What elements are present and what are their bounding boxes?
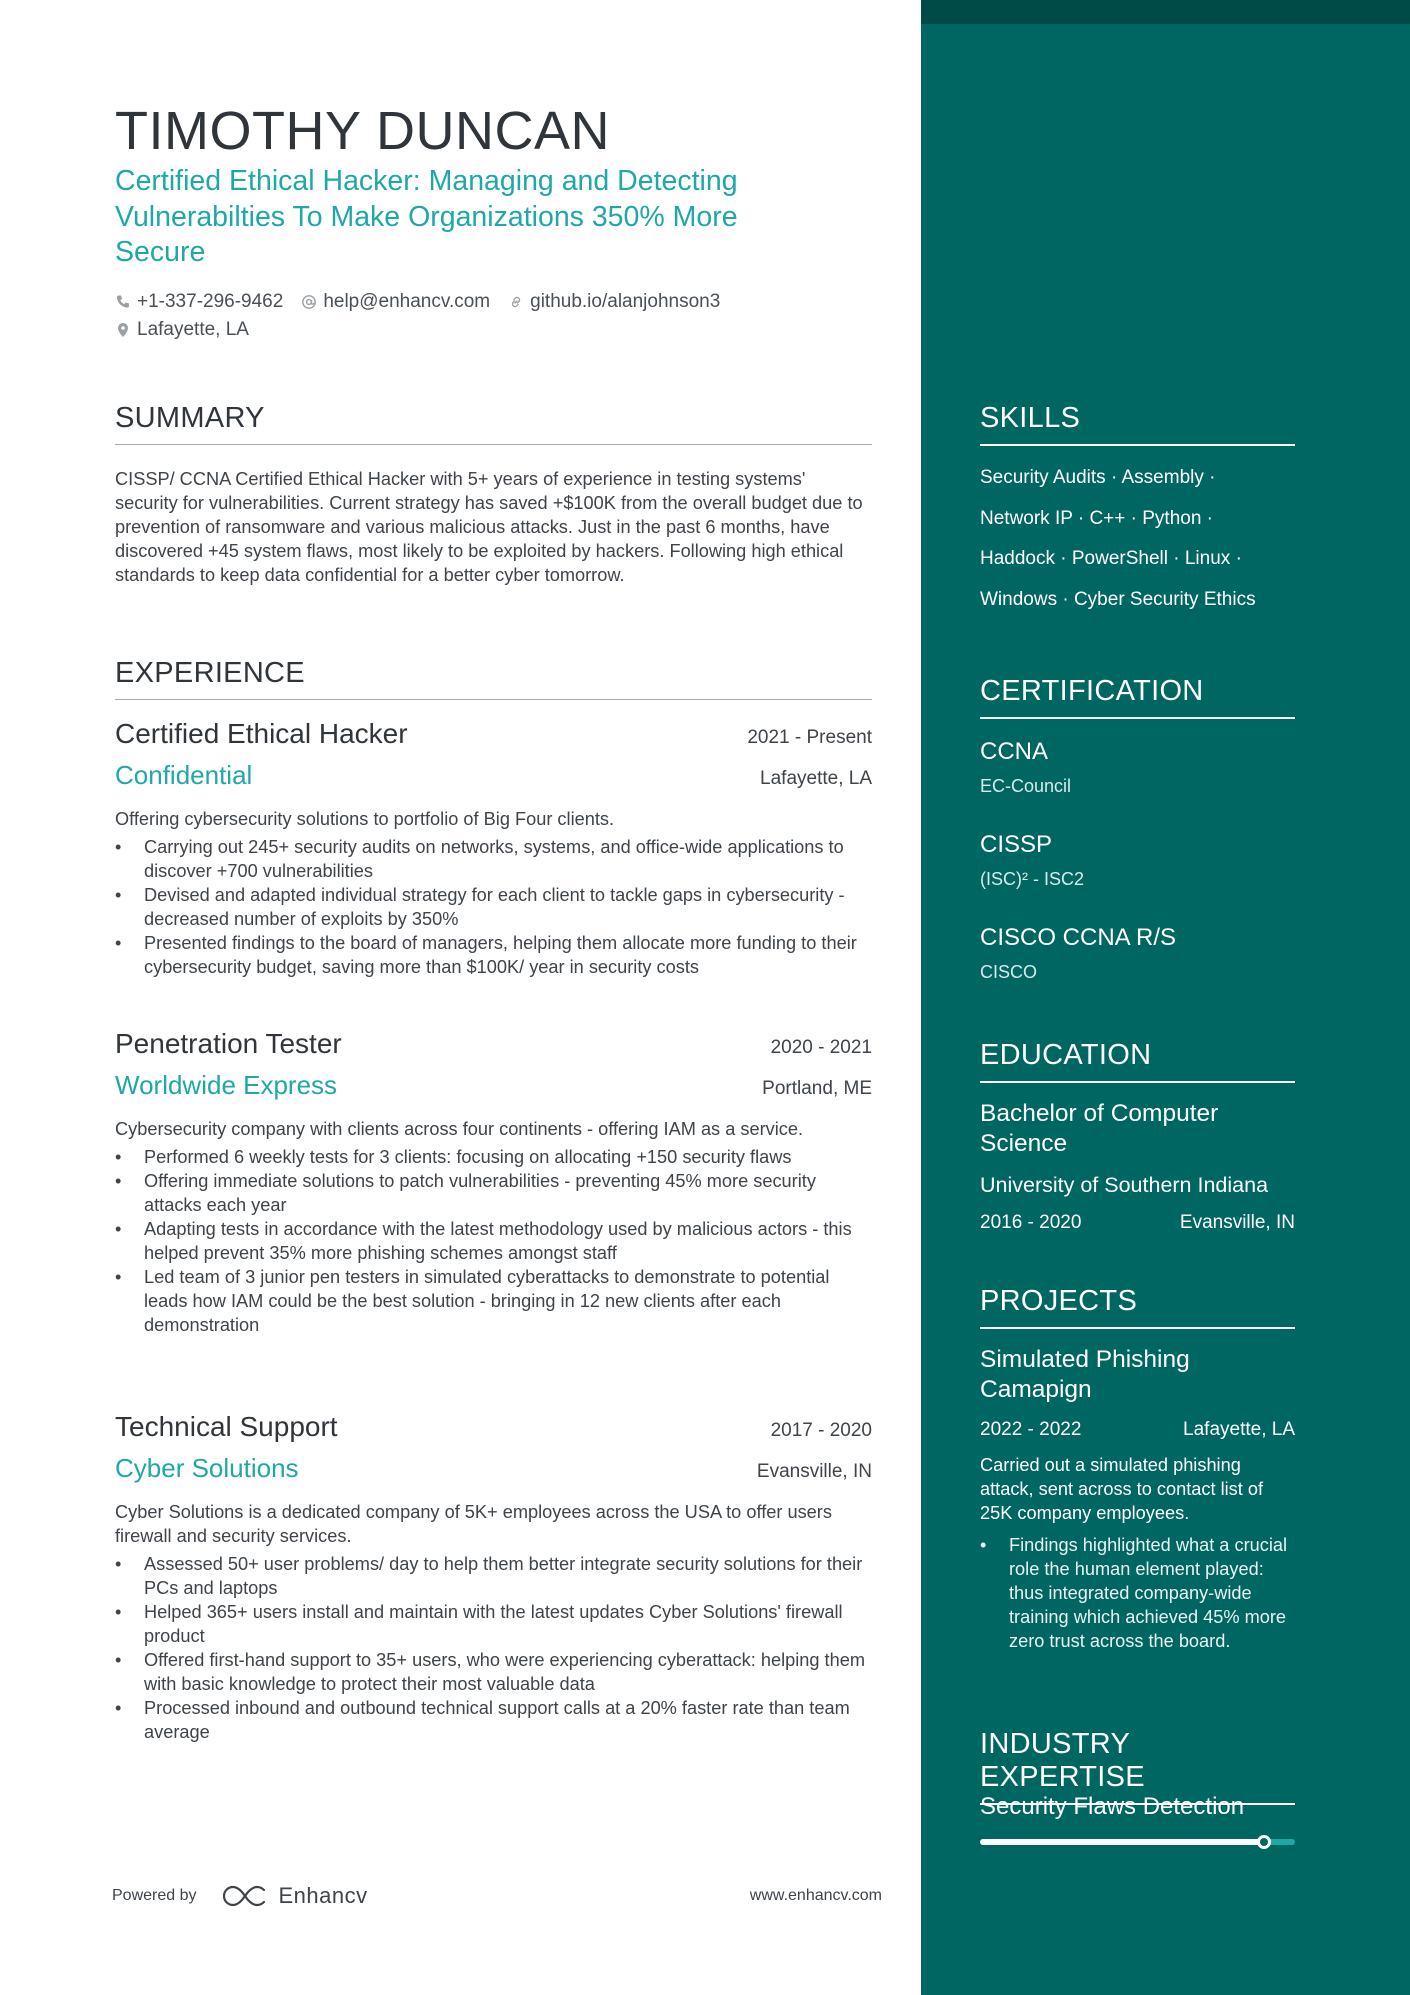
skills-line: Haddock · PowerShell · Linux · (980, 548, 1242, 569)
job-location: Portland, ME (762, 1078, 872, 1099)
list-item: • Performed 6 weekly tests for 3 clients: focusing on allocating +150 security flaws (115, 1145, 872, 1169)
job-title: Certified Ethical Hacker (115, 718, 408, 749)
job-description: Cyber Solutions is a dedicated company of 5K+ employees across the USA to offer users firewall and security services. (115, 1502, 832, 1546)
skills-line: Network IP · C++ · Python · (980, 507, 1214, 529)
job-entry (115, 1411, 872, 1744)
cert-issuer: (ISC)² - ISC2 (980, 869, 1085, 889)
phone-text: +1-337-296-9462 (137, 291, 284, 312)
expertise-bar-knob (1257, 1835, 1271, 1849)
link-icon (508, 294, 524, 310)
candidate-name: TIMOTHY DUNCAN (115, 101, 611, 161)
job-title: Technical Support (115, 1411, 338, 1442)
job-bullets (115, 835, 872, 979)
powered-by-label: Powered by (112, 1887, 197, 1904)
list-item: • Findings highlighted what a crucial role the human element played: thus integrated company-wide training which achieved 45% more zero trust across the board. (980, 1533, 1295, 1653)
summary-text: CISSP/ CCNA Certified Ethical Hacker with 5+ years of experience in testing systems' security for vulnerabilities. Current strategy has saved +$100K from the overall budget due to prevention of ransomware and various malicious attacks. Just in the past 6 months, have discovered +45 system flaws, most likely to be exploited by hackers. Following high ethical standards to keep data confidential for a better cyber tomorrow. (115, 469, 863, 585)
job-dates: 2021 - Present (747, 727, 872, 748)
contact-email[interactable] (301, 291, 490, 313)
job-company: Confidential (115, 760, 253, 790)
project-description: Carried out a simulated phishing attack, sent across to contact list of 25K company employees. (980, 1455, 1264, 1523)
job-entry (115, 718, 872, 979)
project-title: Simulated Phishing Camapign (980, 1346, 1190, 1403)
brand-logo[interactable] (223, 1883, 368, 1909)
at-sign-icon (301, 294, 317, 310)
job-dates: 2017 - 2020 (770, 1420, 872, 1441)
contact-phone[interactable] (115, 291, 283, 313)
location-pin-icon (115, 322, 131, 338)
certification-item (980, 831, 1295, 890)
certification-item (980, 738, 1295, 797)
job-company: Worldwide Express (115, 1070, 338, 1100)
list-item: • Offered first-hand support to 35+ users, who were experiencing cyberattack: helping them with basic knowledge to protect their most valuable data (115, 1648, 872, 1696)
brand-name: Enhancv (278, 1883, 368, 1908)
expertise-entry (980, 1793, 1295, 1845)
list-item: • Processed inbound and outbound technical support calls at a 20% faster rate than team average (115, 1696, 872, 1744)
expertise-bar (980, 1839, 1295, 1845)
job-description: Cybersecurity company with clients across four continents - offering IAM as a service. (115, 1119, 804, 1139)
certification-item (980, 924, 1295, 983)
list-item: • Devised and adapted individual strategy for each client to tackle gaps in cybersecurity - decreased number of exploits by 350% (115, 883, 872, 931)
skills-line: Security Audits · Assembly · (980, 467, 1216, 488)
list-item: • Led team of 3 junior pen testers in simulated cyberattacks to demonstrate to potential leads how IAM could be the best solution - bringing in 12 new clients after each demonstration (115, 1265, 872, 1337)
list-item: • Carrying out 245+ security audits on networks, systems, and office-wide applications to discover +700 vulnerabilities (115, 835, 872, 883)
job-dates: 2020 - 2021 (770, 1037, 872, 1058)
skills-line: Windows · Cyber Security Ethics (980, 588, 1256, 610)
footer (112, 1880, 882, 1912)
job-bullets (115, 1145, 872, 1337)
sidebar-top-band (921, 0, 1410, 24)
location-text: Lafayette, LA (137, 319, 249, 340)
sidebar (921, 0, 1410, 1995)
list-item: • Presented findings to the board of managers, helping them allocate more funding to their cybersecurity budget, saving more than $100K/ year in security costs (115, 931, 872, 979)
job-company: Cyber Solutions (115, 1453, 299, 1483)
experience-heading: EXPERIENCE (115, 657, 872, 700)
footer-url[interactable]: www.enhancv.com (749, 1887, 882, 1904)
list-item: • Adapting tests in accordance with the latest methodology used by malicious actors - this helped prevent 35% more phishing schemes amongst staff (115, 1217, 872, 1265)
contact-info (115, 288, 875, 344)
project-bullets (980, 1533, 1295, 1653)
list-item: • Helped 365+ users install and maintain with the latest updates Cyber Solutions' firewall product (115, 1600, 872, 1648)
phone-icon (115, 294, 131, 310)
cert-name: CCNA (980, 738, 1049, 765)
job-location: Lafayette, LA (760, 768, 872, 789)
candidate-headline: Certified Ethical Hacker: Managing and Detecting Vulnerabilties To Make Organizations 350% More Secure (115, 165, 738, 268)
education-entry (980, 1099, 1295, 1234)
powered-by (112, 1883, 368, 1909)
edu-dates: 2016 - 2020 (980, 1212, 1082, 1233)
cert-issuer: CISCO (980, 962, 1038, 982)
job-entry (115, 1028, 872, 1337)
cert-name: CISSP (980, 831, 1053, 858)
list-item: • Assessed 50+ user problems/ day to help them better integrate security solutions for their PCs and laptops (115, 1552, 872, 1600)
skills-heading: SKILLS (980, 402, 1295, 446)
project-entry (980, 1345, 1295, 1653)
edu-degree: Bachelor of Computer Science (980, 1100, 1219, 1157)
summary-heading: SUMMARY (115, 402, 872, 445)
job-title: Penetration Tester (115, 1028, 342, 1059)
email-text: help@enhancv.com (323, 291, 491, 312)
enhancv-logo-icon (223, 1883, 271, 1909)
contact-location (115, 319, 249, 341)
expertise-label: Security Flaws Detection (980, 1793, 1245, 1820)
project-dates: 2022 - 2022 (980, 1419, 1082, 1440)
website-text: github.io/alanjohnson3 (530, 291, 721, 312)
edu-location: Evansville, IN (1179, 1212, 1295, 1233)
expertise-bar-fill (980, 1839, 1264, 1845)
job-description: Offering cybersecurity solutions to portfolio of Big Four clients. (115, 809, 615, 829)
job-location: Evansville, IN (756, 1461, 872, 1482)
list-item: • Offering immediate solutions to patch vulnerabilities - preventing 45% more security attacks each year (115, 1169, 872, 1217)
certification-heading: CERTIFICATION (980, 675, 1295, 719)
expertise-heading: INDUSTRY EXPERTISE (980, 1728, 1295, 1805)
cert-name: CISCO CCNA R/S (980, 924, 1177, 951)
education-heading: EDUCATION (980, 1039, 1295, 1083)
project-location: Lafayette, LA (1183, 1419, 1295, 1440)
cert-issuer: EC-Council (980, 776, 1072, 796)
edu-school: University of Southern Indiana (980, 1173, 1269, 1197)
contact-website[interactable] (508, 291, 720, 313)
projects-heading: PROJECTS (980, 1285, 1295, 1329)
job-bullets (115, 1552, 872, 1744)
skills-list (980, 458, 1295, 620)
